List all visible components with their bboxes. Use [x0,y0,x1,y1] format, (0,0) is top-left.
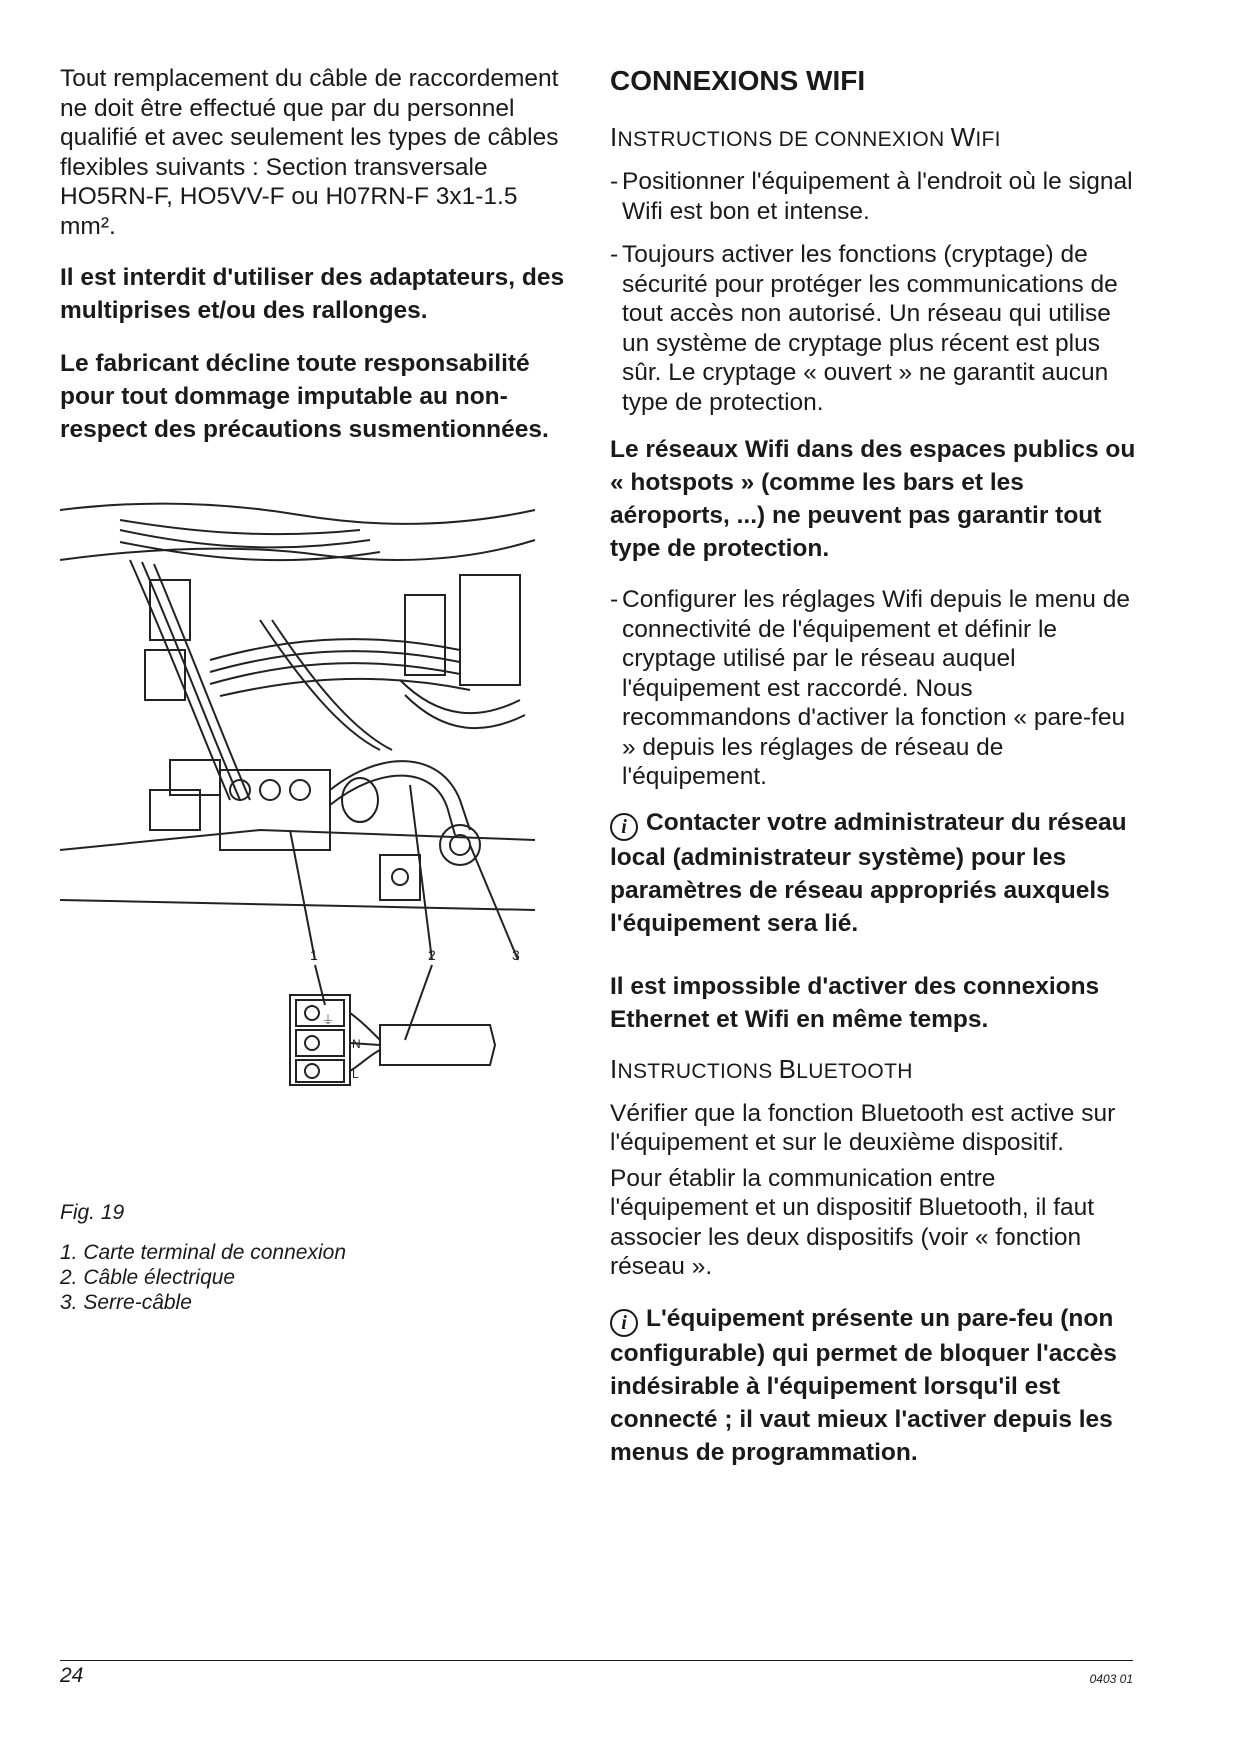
figure-caption: Fig. 19 [60,1201,125,1224]
legend-item: 1. Carte terminal de connexion [60,1241,346,1264]
adapter-warning: Il est interdit d'utiliser des adaptateurs, des multiprises et/ou des rallonges. [60,264,565,324]
wifi-bullet-security: - Toujours activer les fonctions (cryptage) de sécurité pour protéger les communications de tout accès non autorisé. Un réseau qui utilise un système de cryptage plus récent est plus sûr. Le cryptage « ouvert » ne garantit aucun type de protection. [610,241,1118,416]
cable-replacement-text: Tout remplacement du câble de raccordement ne doit être effectué que par du personnel qualifié et avec seulement les types de câbles flexibles suivants : Section transversale HO5RN-F, HO5VV-F ou H07RN-F 3x1-1.5 mm². [60,65,559,240]
page-number: 24 [60,1664,84,1687]
firewall-note: i L'équipement présente un pare-feu (non configurable) qui permet de bloquer l'accès indésirable à l'équipement lorsqu'il est connecté ; il vaut mieux l'activer depuis les menus de programmation. [610,1304,1117,1466]
terminal-label-n: N [352,1037,361,1051]
info-icon: i [610,813,638,841]
admin-note: i Contacter votre administrateur du réseau local (administrateur système) pour les paramètres de réseau appropriés auxquels l'équipement sera lié. [610,808,1127,937]
wifi-bullet-position: - Positionner l'équipement à l'endroit où le signal Wifi est bon et intense. [610,168,1133,225]
ethernet-note: Il est impossible d'activer des connexions Ethernet et Wifi en même temps. [610,972,1100,1033]
legend-item: 2. Câble électrique [60,1266,236,1289]
callout-3: 3 [512,947,520,963]
terminal-label-earth: ⏚ [322,1013,335,1027]
callout-2: 2 [428,947,436,963]
left-column [60,64,580,446]
info-icon: i [610,1309,638,1337]
bluetooth-pairing-text: Pour établir la communication entre l'équipement et un dispositif Bluetooth, il faut associer les deux dispositifs (voir « fonction réseau ». [610,1164,1095,1280]
legend-item: 3. Serre-câble [60,1291,192,1314]
bluetooth-check-text: Vérifier que la fonction Bluetooth est active sur l'équipement et sur le deuxième dispositif. [610,1099,1116,1156]
bluetooth-instructions-heading: INSTRUCTIONS BLUETOOTH [610,1053,913,1084]
hotspot-warning: Le réseaux Wifi dans des espaces publics ou « hotspots » (comme les bars et les aéroports, ...) ne peuvent pas garantir tout type de protection. [610,436,1136,562]
document-code: 0403 01 [1089,1672,1133,1686]
figure-legend [60,1240,346,1315]
wifi-section-title: CONNEXIONS WIFI [610,65,866,96]
right-column [610,64,1140,1469]
wifi-bullet-config: - Configurer les réglages Wifi depuis le menu de connectivité de l'équipement et définir le cryptage utilisé par le réseau auquel l'équipement est raccordé. Nous recommandons d'activer la fonction « pare-feu » depuis les réglages de réseau de l'équipement. [610,586,1130,790]
callout-1: 1 [310,947,318,963]
wiring-figure [60,500,540,1180]
footer-rule [60,1660,1133,1661]
terminal-label-l: L [352,1067,359,1081]
manufacturer-disclaimer: Le fabricant décline toute responsabilité pour tout dommage imputable au non-respect des précautions susmentionnées. [60,350,549,443]
wiring-illustration [60,500,540,1180]
wifi-instructions-heading: INSTRUCTIONS DE CONNEXION WIFI [610,122,1001,152]
